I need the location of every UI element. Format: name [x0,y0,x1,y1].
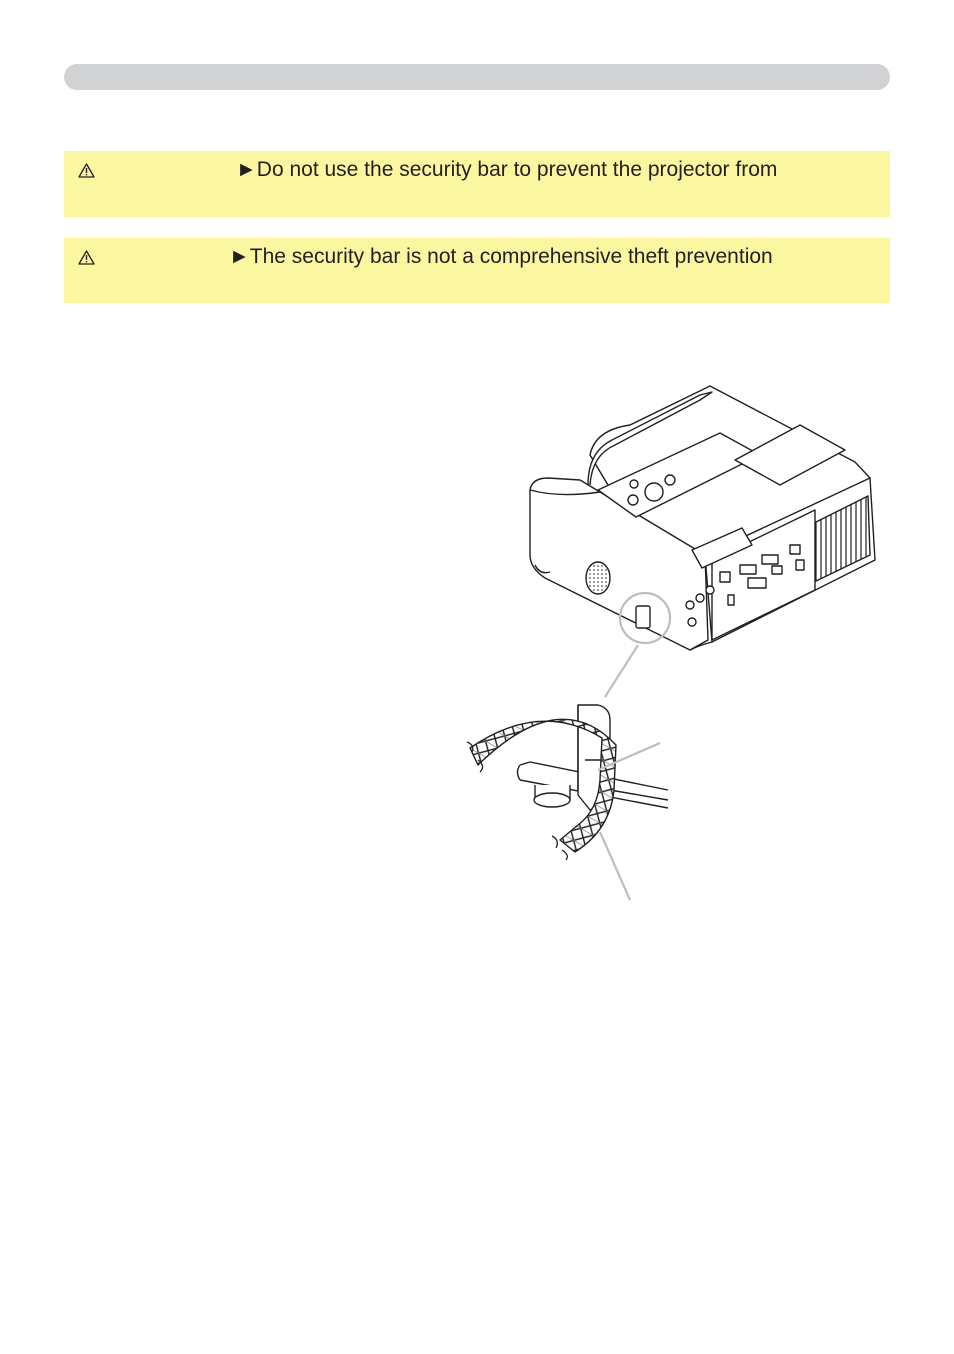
warning-box-2 [64,238,890,303]
section-header-bar [64,64,890,90]
magnifier-pointer-line [605,645,638,697]
warning-text-2: ►The security bar is not a comprehensive theft prevention [229,245,773,268]
warning-triangle-icon [78,163,95,178]
warning-triangle-icon [78,250,95,265]
projector-body [530,386,875,650]
warning-box-1 [64,151,890,217]
cable-callout-line [600,832,630,900]
projector-security-bar-illustration [460,380,890,910]
warning-text-1: ►Do not use the security bar to prevent the projector from [236,158,778,181]
